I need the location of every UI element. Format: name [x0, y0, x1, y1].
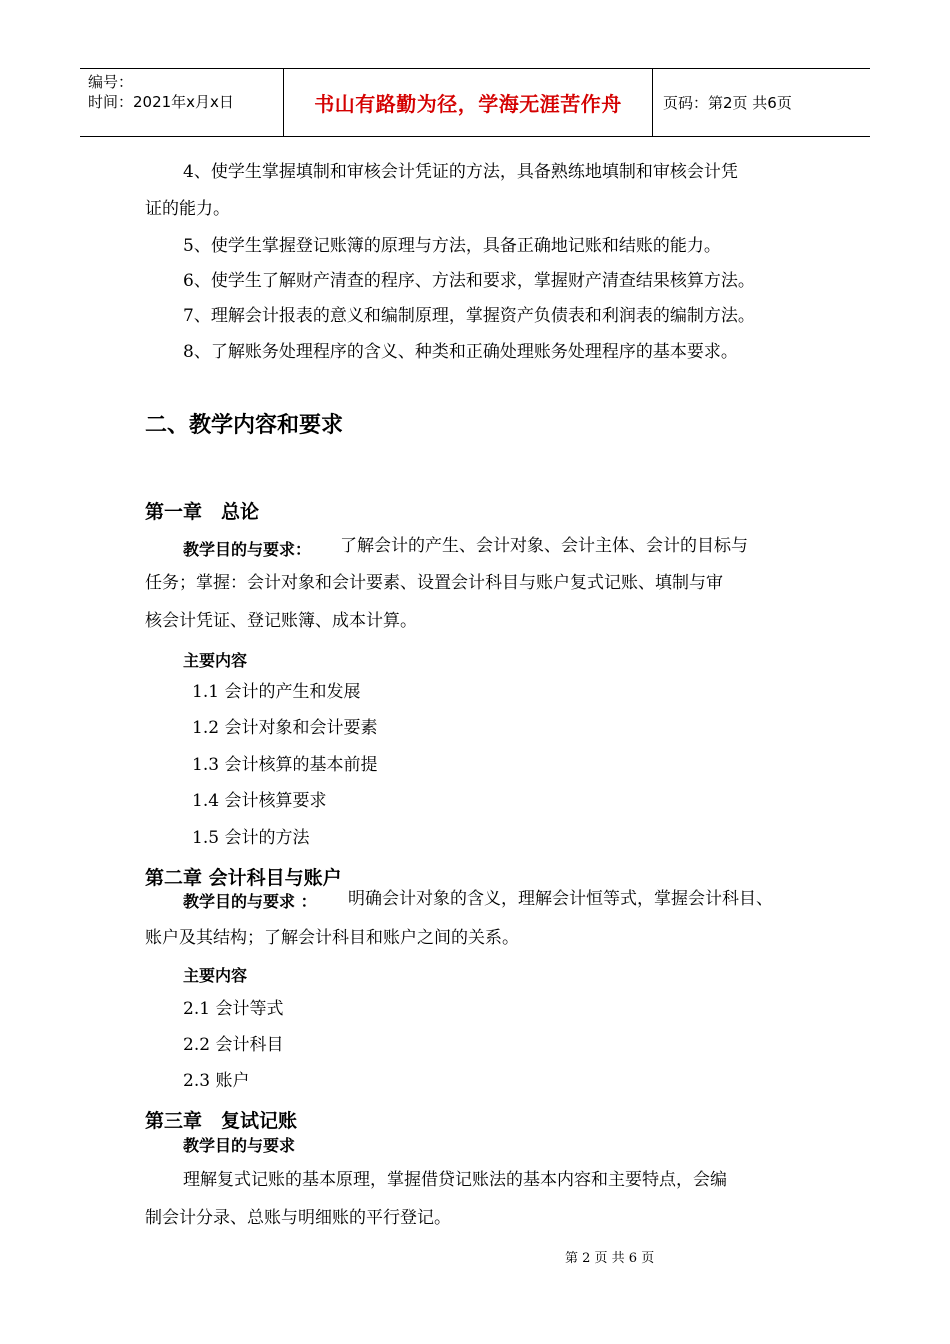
objective-line: 证的能力。: [145, 199, 230, 219]
objective-line: 4、使学生掌握填制和审核会计凭证的方法，具备熟练地填制和审核会计凭: [183, 162, 738, 182]
chapter-3-title: 第三章 复试记账: [145, 1110, 298, 1132]
chapter-3-goal-label: 教学目的与要求: [183, 1136, 296, 1155]
chapter-1-content-label: 主要内容: [183, 651, 248, 670]
chapter-1-item: 1.1 会计的产生和发展: [192, 682, 361, 702]
header-page-cell: [653, 69, 870, 136]
objective-line: 6、使学生了解财产清查的程序、方法和要求，掌握财产清查结果核算方法。: [183, 271, 755, 291]
chapter-1-item: 1.5 会计的方法: [192, 828, 310, 848]
chapter-1-goal-line: 了解会计的产生、会计对象、会计主体、会计的目标与: [340, 536, 748, 556]
chapter-1-goal-line: 任务；掌握：会计对象和会计要素、设置会计科目与账户复式记账、填制与审: [145, 573, 723, 593]
objective-line: 7、理解会计报表的意义和编制原理，掌握资产负债表和利润表的编制方法。: [183, 306, 755, 326]
chapter-1-item: 1.2 会计对象和会计要素: [192, 718, 378, 738]
chapter-2-goal-line: 账户及其结构；了解会计科目和账户之间的关系。: [145, 928, 519, 948]
chapter-2-goal-line: 明确会计对象的含义，理解会计恒等式，掌握会计科目、: [348, 889, 773, 909]
chapter-1-title: 第一章 总论: [145, 501, 260, 523]
chapter-1-goal-line: 核会计凭证、登记账簿、成本计算。: [145, 611, 417, 631]
page-footer: 第 2 页 共 6 页: [565, 1251, 655, 1266]
section-title: 二、教学内容和要求: [145, 413, 344, 438]
objective-line: 5、使学生掌握登记账簿的原理与方法，具备正确地记账和结账的能力。: [183, 236, 721, 256]
number-label: 编号：: [88, 73, 134, 91]
motto: 书山有路勤为径，学海无涯苦作舟: [314, 92, 622, 116]
chapter-2-goal-label: 教学目的与要求 ：: [183, 892, 317, 911]
chapter-2-title: 第二章 会计科目与账户: [145, 867, 342, 889]
chapter-2-item: 2.2 会计科目: [183, 1035, 284, 1055]
header-meta: [80, 69, 283, 136]
chapter-2-item: 2.1 会计等式: [183, 999, 284, 1019]
page-header: [80, 68, 870, 137]
chapter-3-goal-line: 理解复式记账的基本原理，掌握借贷记账法的基本内容和主要特点，会编: [183, 1170, 727, 1190]
chapter-1-goal-label: 教学目的与要求：: [183, 540, 312, 559]
chapter-2-item: 2.3 账户: [183, 1071, 250, 1091]
date-label: 时间：2021年x月x日: [88, 93, 234, 111]
chapter-1-item: 1.3 会计核算的基本前提: [192, 755, 378, 775]
objective-line: 8、了解账务处理程序的含义、种类和正确处理账务处理程序的基本要求。: [183, 342, 738, 362]
chapter-1-item: 1.4 会计核算要求: [192, 791, 327, 811]
chapter-2-content-label: 主要内容: [183, 966, 248, 985]
chapter-3-goal-line: 制会计分录、总账与明细账的平行登记。: [145, 1208, 451, 1228]
page-label: 页码：第2页 共6页: [663, 94, 792, 112]
header-motto-cell: [283, 69, 653, 136]
